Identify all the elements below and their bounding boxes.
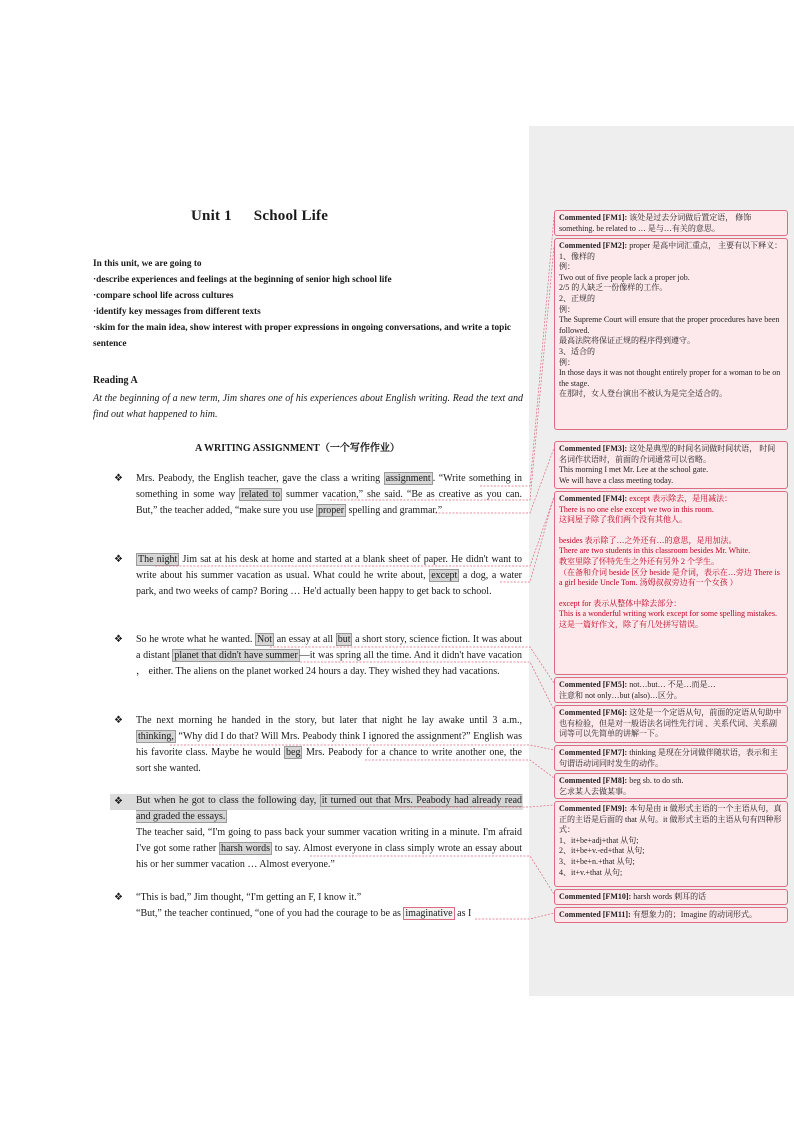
- comment-line: 例：: [559, 304, 575, 314]
- comment-author: Commented [FM8]:: [559, 776, 628, 785]
- comment-line: 这是一篇好作文，除了有几处拼写错误。: [559, 619, 703, 629]
- comment-author: Commented [FM5]:: [559, 680, 628, 689]
- comment-text: 该处是过去分词做后置定语， 修饰 something. be related to … 是与…有关的意思。: [559, 213, 752, 233]
- commented-but[interactable]: but: [337, 634, 351, 645]
- comment-author: Commented [FM2]:: [559, 241, 628, 250]
- commented-harsh-words[interactable]: harsh words: [221, 843, 270, 854]
- commented-except[interactable]: except: [431, 570, 458, 581]
- comment-line: 这间屋子除了我们两个没有其他人。: [559, 515, 687, 525]
- reading-prompt: At the beginning of a new term, Jim shares one of his experiences about English writing. Read the text and find out what happened to him.: [93, 393, 523, 420]
- comment-author: Commented [FM11]:: [559, 910, 631, 919]
- comment-line: This is a wonderful writing work except for some spelling mistakes.: [559, 609, 777, 619]
- text: a dog, a water park, and two weeks of camp? Boring … He'd actually been happy to get back to school.: [136, 570, 522, 597]
- comment-author: Commented [FM9]:: [559, 804, 628, 813]
- bullet-icon: ❖: [114, 554, 123, 565]
- text: a short story, science fiction. It was about a distant: [136, 634, 522, 661]
- paragraph-4: [136, 713, 522, 777]
- comment-line: 2/5 的人缺乏一份像样的工作。: [559, 283, 668, 293]
- comment-line: 教室里除了怀特先生之外还有另外 2 个学生。: [559, 556, 719, 566]
- comment-line: 1、像样的: [559, 251, 595, 261]
- comment-fm7[interactable]: [554, 745, 788, 771]
- comment-fm1[interactable]: [554, 210, 788, 236]
- comment-author: Commented [FM1]:: [559, 213, 628, 222]
- bullet-icon: ❖: [114, 892, 123, 903]
- text: . “Write something in something in some way: [136, 473, 522, 500]
- comment-text: not…but… 不是…而是…: [629, 680, 716, 689]
- commented-proper[interactable]: proper: [317, 505, 345, 516]
- comment-fm8[interactable]: [554, 773, 788, 799]
- comment-text: 这处是典型的时间名词做时间状语， 时间名词作状语时，前面的介词通常可以省略。: [559, 444, 776, 464]
- comment-line: In those days it was not thought entirely proper for a woman to be on the stage.: [559, 368, 781, 388]
- comment-text: 有想象力的；Imagine 的动词形式。: [632, 910, 757, 919]
- text: The teacher said, “I'm going to pass back your summer vacation writing in a minute. I'm afraid I've got some rather: [136, 827, 522, 854]
- text: “Why did I do that? Will Mrs. Peabody think I ignored the assignment?” English was his favorite class. Maybe he would: [136, 731, 522, 758]
- comment-line: Two out of five people lack a proper job.: [559, 272, 690, 282]
- unit-title: [191, 208, 328, 225]
- commented-not[interactable]: Not: [257, 634, 273, 645]
- comment-author: Commented [FM6]:: [559, 708, 628, 717]
- text: Jim sat at his desk at home and started at a blank sheet of paper. He didn't want to write about his summer vacation as usual. What could he write about,: [136, 554, 522, 581]
- bullet-icon: ❖: [114, 796, 123, 807]
- text: But when he got to class the following day,: [136, 795, 320, 806]
- commented-beg[interactable]: beg: [286, 747, 301, 758]
- commented-it-turned-out[interactable]: it turned out that Mrs. Peabody had already read and graded the essays.: [136, 795, 523, 822]
- comment-line: 乞求某人去做某事。: [559, 786, 631, 796]
- paragraph-3: [136, 632, 522, 680]
- comment-line: There are two students in this classroom besides Mr. White.: [559, 546, 751, 556]
- comment-line: This morning I met Mr. Lee at the school gate.: [559, 465, 709, 475]
- commented-related-to[interactable]: related to: [241, 489, 281, 500]
- paragraph-6: [136, 890, 522, 922]
- goal-item: ·skim for the main idea, show interest with proper expressions in ongoing conversations, and write a topic sentence: [93, 323, 512, 349]
- comment-line: The Supreme Court will ensure that the proper procedures have been followed.: [559, 315, 780, 335]
- comment-author: Commented [FM7]:: [559, 748, 628, 757]
- comment-author: Commented [FM10]:: [559, 892, 632, 901]
- text: an essay at all: [274, 634, 336, 645]
- text: to say. Almost everyone in class simply wrote an essay about his or her summer vacation … Almost everyone.”: [136, 843, 522, 870]
- comment-line: 2、it+be+v.-ed+that 从句;: [559, 846, 645, 856]
- comment-text: beg sb. to do sth.: [629, 776, 684, 785]
- unit-name: School Life: [253, 208, 329, 224]
- bullet-icon: ❖: [114, 715, 123, 726]
- text: The next morning he handed in the story, but later that night he lay awake until 3 a.m.,: [136, 715, 522, 726]
- text: Mrs. Peabody, the English teacher, gave the class a writing: [136, 473, 384, 484]
- bullet-icon: ❖: [114, 473, 123, 484]
- comment-line: 3、it+be+n.+that 从句;: [559, 856, 635, 866]
- comment-line: 2、正规的: [559, 293, 595, 303]
- comment-fm10[interactable]: [554, 889, 788, 905]
- commented-thinking[interactable]: thinking,: [138, 731, 174, 742]
- comment-author: Commented [FM3]:: [559, 444, 628, 453]
- commented-planet[interactable]: planet that didn't have summer: [174, 650, 298, 661]
- text: “This is bad,” Jim thought, “I'm getting an F, I know it.”: [136, 892, 362, 903]
- comment-fm3[interactable]: [554, 441, 788, 489]
- commented-imaginative[interactable]: imaginative: [405, 908, 453, 919]
- comment-text: except 表示除去，是用减法：: [629, 494, 733, 503]
- paragraph-5: [136, 793, 522, 873]
- comment-fm2[interactable]: [554, 238, 788, 430]
- text: “But,” the teacher continued, “one of you had the courage to be as: [136, 908, 404, 919]
- goals-lead: In this unit, we are going to: [93, 259, 202, 269]
- commented-assignment[interactable]: assignment: [385, 473, 431, 484]
- bullet-icon: ❖: [114, 634, 123, 645]
- paragraph-1: [136, 471, 522, 519]
- comment-fm5[interactable]: [554, 677, 788, 703]
- comment-fm9[interactable]: [554, 801, 788, 887]
- comment-line: 1、it+be+adj+that 从句;: [559, 835, 639, 845]
- comment-text: 本句是由 it 做形式主语的一个主语从句，真正的主语是后面的 that 从句。it 做形式主语的主语从句有四种形式：: [559, 804, 782, 835]
- comment-line: 例：: [559, 262, 575, 272]
- comment-line: We will have a class meeting today.: [559, 475, 674, 485]
- goal-item: ·compare school life across cultures: [93, 291, 234, 301]
- goal-item: ·describe experiences and feelings at the beginning of senior high school life: [93, 275, 392, 285]
- comment-line: 4、it+v.+that 从句;: [559, 867, 623, 877]
- comment-line: 3、适合的: [559, 346, 595, 356]
- text: —it was spring all the time. And it didn't have vacation ， either. The aliens on the planet worked 24 hours a day. They wished they had vacations.: [136, 650, 522, 677]
- comment-line: except for 表示从整体中除去部分：: [559, 598, 682, 608]
- comment-line: besides 表示除了…之外还有…的意思，是用加法。: [559, 535, 737, 545]
- article-title: A WRITING ASSIGNMENT（一个写作作业）: [195, 443, 400, 454]
- comment-author: Commented [FM4]:: [559, 494, 628, 503]
- text: Mrs. Peabody for a chance to write another one, the sort she wanted.: [136, 747, 522, 774]
- comment-line: There is no one else except we two in this room.: [559, 504, 714, 514]
- unit-number: Unit 1: [191, 208, 232, 224]
- comment-text: thinking 是现在分词做伴随状语，表示和主句谓语动词同时发生的动作。: [559, 748, 778, 768]
- text: as I: [454, 908, 472, 919]
- text: spelling and grammar.”: [346, 505, 443, 516]
- comment-fm4[interactable]: [554, 491, 788, 675]
- comment-spacer: [559, 526, 783, 536]
- comment-spacer: [559, 589, 783, 599]
- text: summer vacation,” she said. “Be as creative as you can. But,” the teacher added, “make sure you use: [136, 489, 522, 516]
- comment-text: proper 是高中词汇重点， 主要有以下释义：: [629, 241, 783, 250]
- comment-line: 例：: [559, 357, 575, 367]
- paragraph-2: [136, 552, 522, 600]
- comment-fm11[interactable]: [554, 907, 788, 923]
- comment-text: 这处是一个定语从句，前面的定语从句助中也有检验，但是对一般语法名词性先行词 、关系代词、关系副词等可以先简单的讲解一下。: [559, 708, 782, 739]
- comment-line: 最高法院将保证正规的程序得到遵守。: [559, 336, 695, 346]
- comment-line: 在那时，女人登台演出不被认为是完全适合的。: [559, 389, 727, 399]
- text: So he wrote what he wanted.: [136, 634, 256, 645]
- comment-line: （在备和介词 beside 区分 beside 是介词，表示在…旁边 There is a girl beside Uncle Tom. 汤姆叔叔旁边有一个女孩 ）: [559, 567, 780, 588]
- commented-the-night[interactable]: The night: [138, 554, 178, 565]
- reading-heading: Reading A: [93, 375, 138, 386]
- comment-text: harsh words 刺耳的话: [633, 892, 707, 901]
- comment-line: 注意和 not only…but (also)…区分。: [559, 690, 682, 700]
- unit-goals: [93, 256, 523, 352]
- goal-item: ·identify key messages from different texts: [93, 307, 261, 317]
- comment-fm6[interactable]: [554, 705, 788, 743]
